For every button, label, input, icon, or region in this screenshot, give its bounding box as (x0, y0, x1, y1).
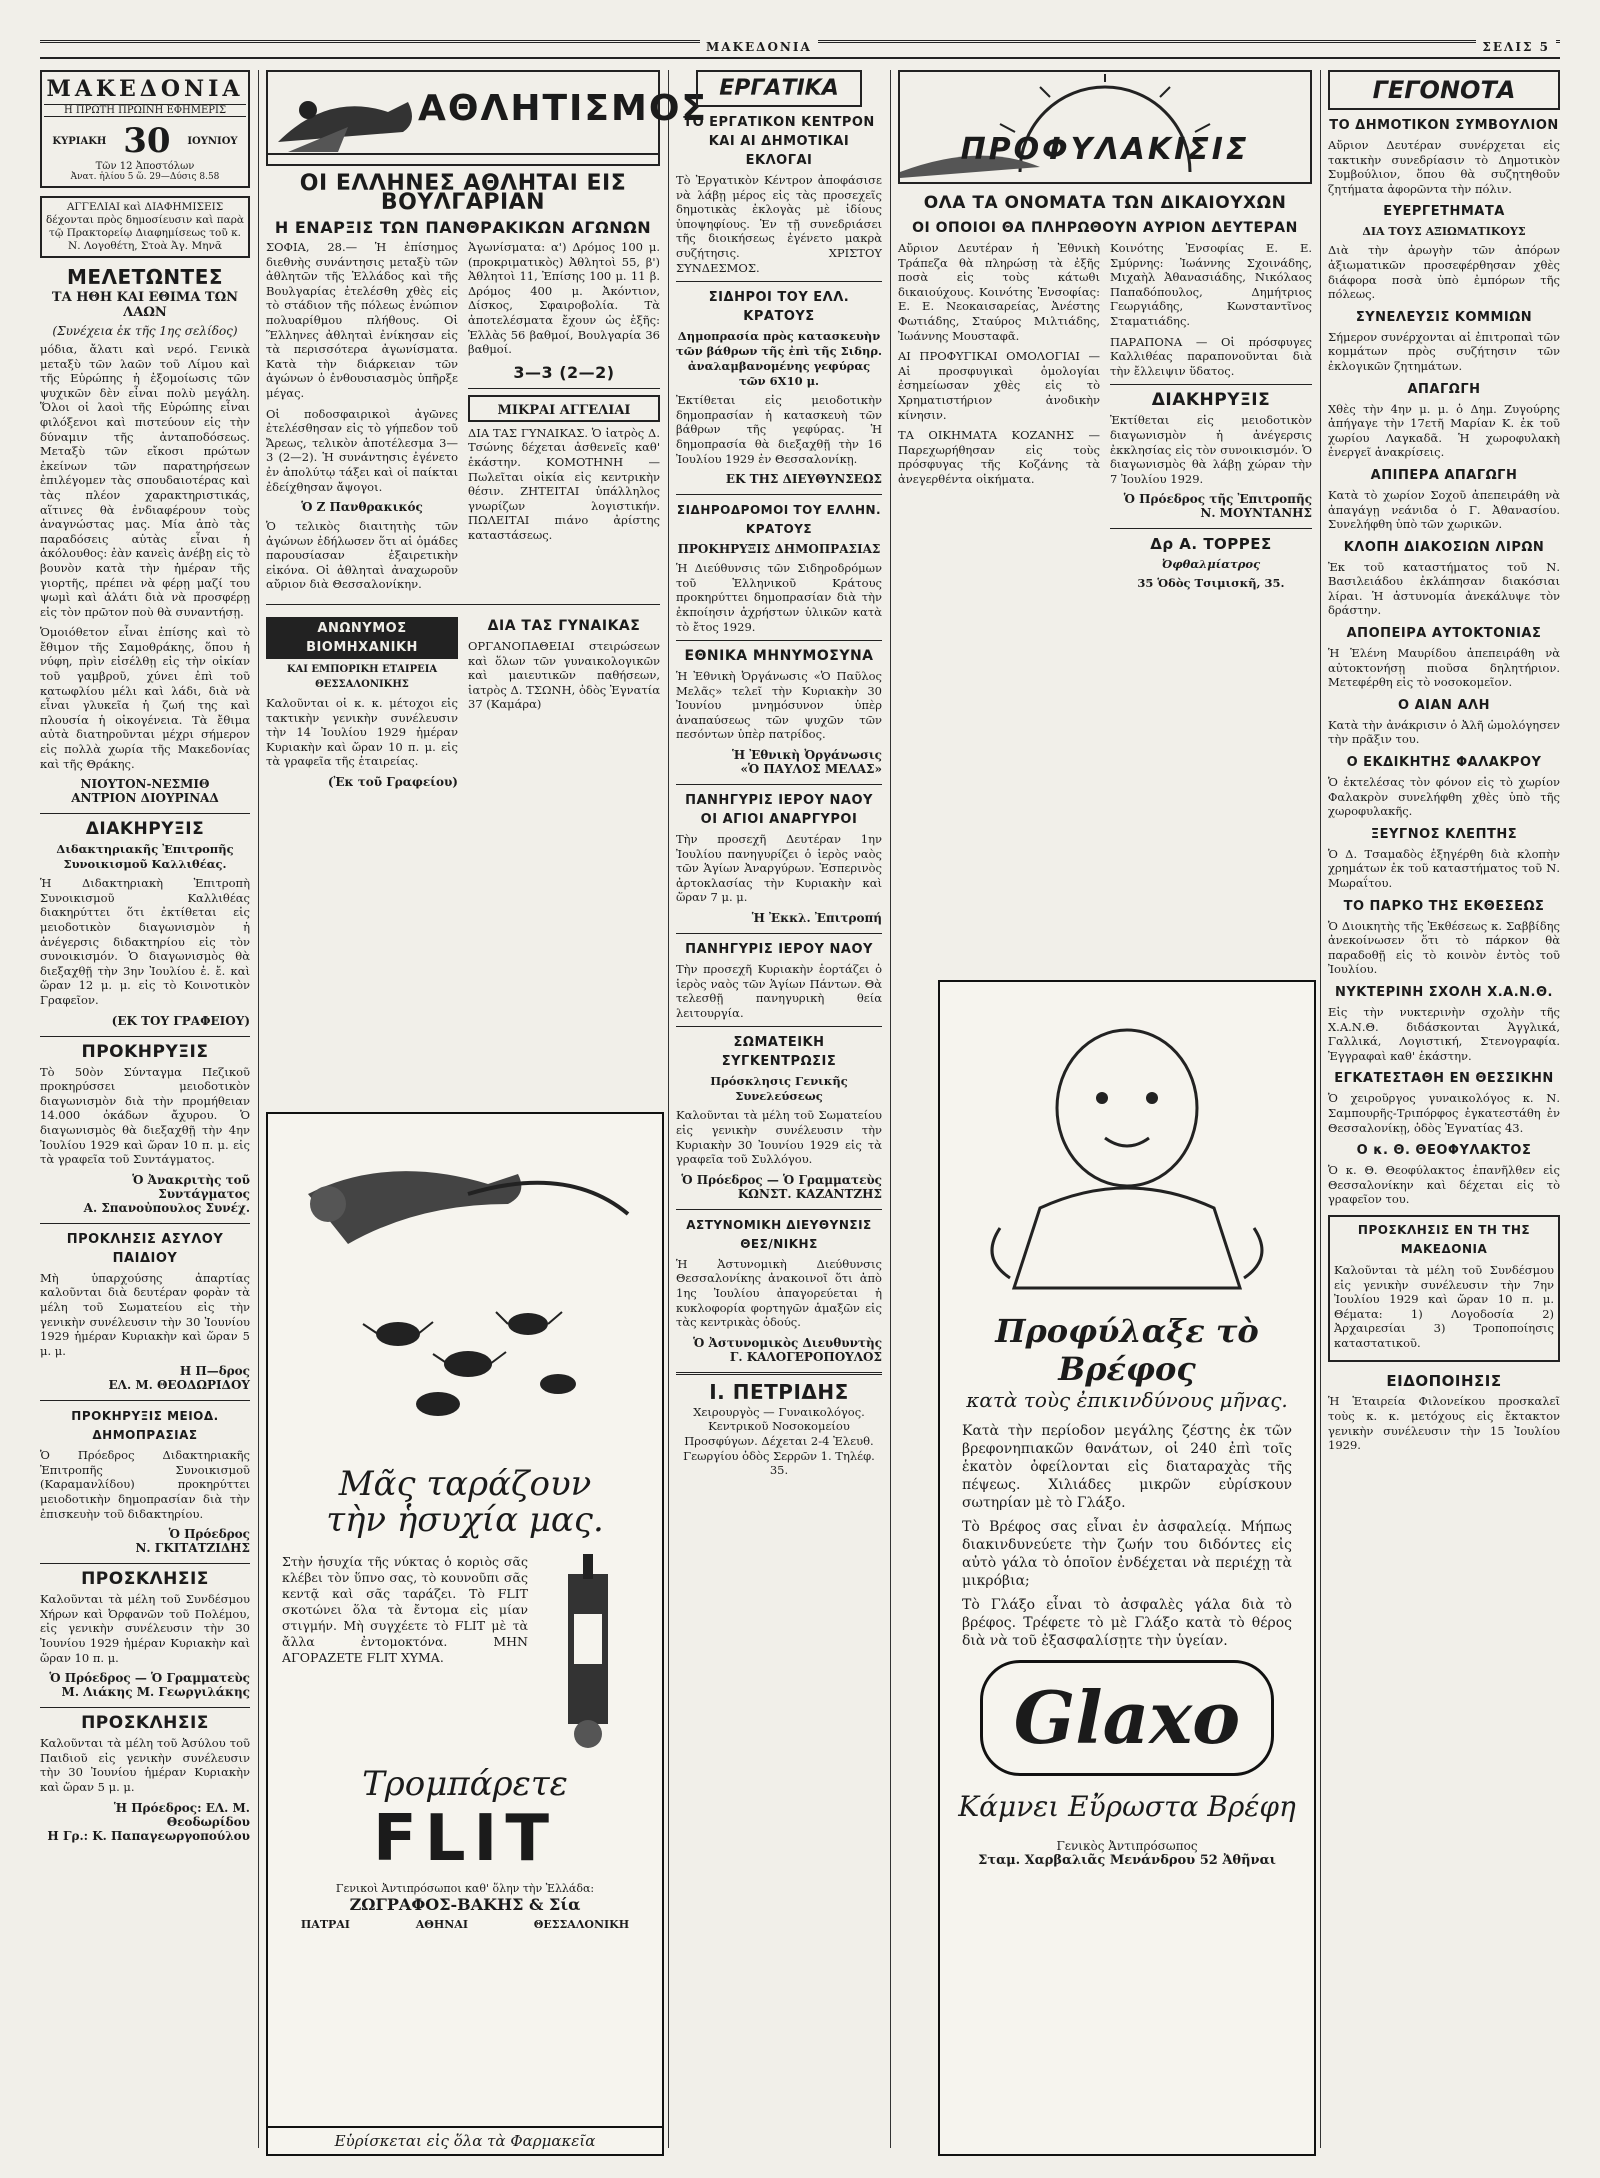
col1-short4-body: Καλοῦνται τὰ μέλη τοῦ Ἀσύλου τοῦ Παιδιοῦ εἰς γενικὴν συνέλευσιν τὴν 30 Ἰουνίου ἡμέραν Κυριακὴν καὶ ὥραν 5 μ. μ. (40, 1736, 250, 1794)
col4-diak-body: Ἐκτίθεται εἰς μειοδοτικὸν διαγωνισμὸν ἡ ἀνέγερσις ἐκκλησίας εἰς τὸν συνοικισμόν. Ὁ διαγωνισμὸς θὰ λάβῃ χώραν τὴν 7 Ἰουλίου 1929. (1110, 413, 1312, 486)
col4-doctor-addr: 35 Ὁδὸς Τσιμισκῆ, 35. (1137, 576, 1285, 591)
classified-banner-label: ΜΙΚΡΑΙ ΑΓΓΕΛΙΑΙ (497, 402, 631, 418)
flit-brand: FLIT (373, 1802, 557, 1876)
masthead-date: 30 (123, 121, 171, 161)
sport-banner-title: ΑΘΛΗΤΙΣΜΟΣ (418, 88, 709, 129)
col3-h1: ΤΟ ΕΡΓΑΤΙΚΟΝ ΚΕΝΤΡΟΝ ΚΑΙ ΑΙ ΔΗΜΟΤΙΚΑΙ ΕΚΛΟΓΑΙ (683, 115, 875, 168)
col5-h6: ΚΛΟΠΗ ΔΙΑΚΟΣΙΩΝ ΛΙΡΩΝ (1343, 539, 1545, 555)
col1-short3-title: ΠΡΟΣΚΛΗΣΙΣ (81, 1569, 209, 1590)
col4-diak-title: ΔΙΑΚΗΡΥΞΙΣ (1151, 390, 1271, 411)
col5-b5: Κατὰ τὸ χωρίον Σοχοῦ ἀπεπειράθη νὰ ἀπαγάγῃ νεάνιδα ὁ Γ. Ἀθανασίου. Συνελήφθη ὑπὸ τῶν χωρικῶν. (1328, 487, 1560, 532)
col1-short2-body: Ὁ Πρόεδρος Διδακτηριακῆς Ἐπιτροπῆς Συνοικισμοῦ (Καραμανλίδου) προκηρύττει μειοδοτικὴν δημοπρασίαν διὰ τὴν ἐπισκευὴν τοῦ διδακτηρίου. (40, 1448, 250, 1521)
sport-score: 3—3 (2—2) (513, 362, 615, 382)
col3-sub3: ΠΡΟΚΗΡΥΞΙΣ ΔΗΜΟΠΡΑΣΙΑΣ (677, 542, 881, 557)
col5-invitation-box (1328, 1215, 1560, 1363)
col1-short4-title: ΠΡΟΣΚΛΗΣΙΣ (81, 1713, 209, 1734)
col1-diak-sig: (ΕΚ ΤΟΥ ΓΡΑΦΕΙΟΥ) (111, 1013, 250, 1028)
col4-b3: ΑΙ ΠΡΟΦΥΓΙΚΑΙ ΟΜΟΛΟΓΙΑΙ — Αἱ προσφυγικαὶ ὁμολογίαι ἐσημείωσαν χθὲς εἰς τὸ Χρηματιστήριον ἀνοδικὴν κίνησιν. (898, 349, 1100, 422)
glaxo-body-1: Κατὰ τὴν περίοδον μεγάλης ζέστης ἐκ τῶν βρεφονηπιακῶν θανάτων, οἱ 240 ἐπὶ τοῖς ἑκατὸν ὀφείλονται εἰς διαταραχὰς τῆς πέψεως. Χιλιάδες μικρῶν εὐρίσκουν σωτηρίαν μὲ τὸ Γλάξο. (962, 1423, 1292, 1511)
header-page-label: ΣΕΛΙΣ 5 (1476, 40, 1556, 54)
col1-short2-sig: Ὁ Πρόεδρος Ν. ΓΚΙΤΑΤΖΙΔΗΣ (135, 1527, 250, 1556)
col5-b4: Χθὲς τὴν 4ην μ. μ. ὁ Δημ. Ζυγούρης ἀπήγαγε τὴν 17ετῆ Μαρίαν Κ. ἐκ τοῦ χωρίου Λαγκαδᾶ. Ἡ χωροφυλακὴ ἐνεργεῖ ἀνακρίσεις. (1328, 401, 1560, 460)
insects-illustration-icon (268, 1134, 662, 1464)
col4-doctor: Δρ Α. ΤΟΡΡΕΣ (1150, 535, 1272, 554)
col3-b2: Ἐκτίθεται εἰς μειοδοτικὴν δημοπρασίαν ἡ κατασκευὴ τῶν βάθρων τῆς γεφύρας. Ἡ δημοπρασία θὰ διεξαχθῇ τὴν 16 Ἰουλίου 1929 ἐν Θεσσαλονίκῃ. (676, 393, 882, 466)
flit-headline: Μᾶς ταράζουν τὴν ἡσυχία μας. (326, 1464, 604, 1540)
glaxo-body-3: Τὸ Γλάξο εἶναι τὸ ἀσφαλὲς γάλα διὰ τὸ βρέφος. Τρέφετε τὸ μὲ Γλάξο κατὰ τὸ θέρος διὰ νὰ τοῦ ἐξασφαλίσῃτε τὴν ὑγείαν. (962, 1597, 1292, 1649)
sport-headline: ΟΙ ΕΛΛΗΝΕΣ ΑΘΛΗΤΑΙ ΕΙΣ ΒΟΥΛΓΑΡΙΑΝ (299, 171, 627, 215)
ad-notice: ΑΓΓΕΛΙΑΙ καὶ ΔΙΑΦΗΜΙΣΕΙΣ δέχονται πρὸς δημοσίευσιν καὶ παρὰ τῷ Πρακτορείῳ Διαφημίσεως τοῦ κ. Ν. Λογοθέτη, Στοὰ Ἀγ. Μηνᾶ (40, 196, 250, 258)
profylaxis-title: ΠΡΟΦΥΛΑΚΙΣΙΣ (960, 132, 1250, 167)
col3-sig4: Ἡ Ἐθνικὴ Ὀργάνωσις «Ὁ ΠΑΥΛΟΣ ΜΕΛΑΣ» (731, 748, 882, 777)
sport-small-head: Ὁ Ζ Πανθρακικός (301, 500, 423, 515)
glaxo-body-2: Τὸ Βρέφος σας εἶναι ἐν ἀσφαλείᾳ. Μήπως διακινδυνεύετε τὴν ζωήν του διδόντες εἰς αὐτὸ γάλα τὸ ὁποῖον ἐνδέχεται νὰ περιέχῃ τὰ μικρόβια; (962, 1519, 1292, 1589)
col5-b2: Διὰ τὴν ἀρωγὴν τῶν ἀπόρων ἀξιωματικῶν προσεφέρθησαν χθὲς διάφορα ποσὰ ὑπὸ ἐμπόρων τῆς πόλεως. (1328, 243, 1560, 302)
col3-h3: ΣΙΔΗΡΟΔΡΟΜΟΙ ΤΟΥ ΕΛΛΗΝ. ΚΡΑΤΟΥΣ (676, 503, 882, 537)
col1-signature: ΝΙΟΥΤΟΝ-ΝΕΣΜΙΘ ΑΝΤΡΙΟΝ ΔΙΟΥΡΙΝΑΔ (71, 777, 219, 806)
col5-h14: Ο κ. Θ. ΘΕΟΦΥΛΑΚΤΟΣ (1356, 1143, 1532, 1159)
column-4 (898, 70, 1312, 970)
profylaxis-banner (898, 70, 1312, 184)
sport-body-c: Οἱ ποδοσφαιρικοὶ ἀγῶνες ἐτελέσθησαν εἰς τὸ γήπεδον τοῦ Ἄρεως, τελικὸν ἀποτέλεσμα 3—3 (2—2). Ἡ συνάντησις ἐγένετο ἐν ἀπολύτῳ τάξει καὶ οἱ παίκται ἐδείχθησαν ἄψογοι. (266, 406, 458, 494)
doctor-head: ΔΙΑ ΤΑΣ ΓΥΝΑΙΚΑΣ (487, 618, 641, 635)
col5-h10: ΞΕΥΓΝΟΣ ΚΛΕΠΤΗΣ (1370, 826, 1518, 842)
col4-doctor-spec: Ὀφθαλμίατρος (1161, 557, 1261, 572)
col5-b15: Ἡ Ἑταιρεία Φιλονείκου προσκαλεῖ τοὺς κ. κ. μετόχους εἰς ἔκτακτον γενικὴν συνέλευσιν τὴν 15 Ἰουλίου 1929. (1328, 1394, 1560, 1453)
col3-sig5: Ἡ Ἐκκλ. Ἐπιτροπή (751, 911, 882, 926)
col5-h15: ΕΙΔΟΠΟΙΗΣΙΣ (1386, 1372, 1502, 1391)
col1-title: ΜΕΛΕΤΩΝΤΕΣ (66, 265, 224, 289)
anon-sig: (Ἐκ τοῦ Γραφείου) (327, 775, 458, 790)
col3-b4: Ἡ Ἐθνικὴ Ὀργάνωσις «Ὁ Παῦλος Μελᾶς» τελεῖ τὴν Κυριακὴν 30 Ἰουνίου μνημόσυνον ὑπὲρ ἀναπαύσεως τῶν ψυχῶν τῶν πεσόντων ὑπὲρ πατρίδος. (676, 669, 882, 742)
col5-b1: Αὔριον Δευτέραν συνέρχεται εἰς τακτικὴν συνεδρίασιν τὸ Δημοτικὸν Συμβούλιον, ὅπου θὰ συζητηθοῦν ζητήματα ἀφορῶντα τὴν πόλιν. (1328, 138, 1560, 196)
col5-b6: Ἐκ τοῦ καταστήματος τοῦ Ν. Βασιλειάδου ἐκλάπησαν διακόσιαι λίραι. Ἡ ἀστυνομία ἀνεκάλυψε τὸν δράστην. (1328, 559, 1560, 618)
masthead-saint: Τῶν 12 Ἀποστόλων (95, 161, 195, 172)
flit-sprayer-icon (538, 1554, 648, 1754)
col3-b1: Τὸ Ἐργατικὸν Κέντρον ἀποφάσισε νὰ λάβῃ μέρος εἰς τὰς προσεχεῖς δημοτικὰς ἐκλογὰς μὲ ἰδίους ὑποψηφίους. Ἐν τῇ συνεδριάσει τῆς διοικήσεως ἐγένετο μακρὰ συζήτησις. ΧΡΙΣΤΟΥ ΣΥΝΔΕΣΜΟΣ. (676, 173, 882, 275)
flit-city: ΘΕΣΣΑΛΟΝΙΚΗ (533, 1918, 630, 1931)
col1-body-2: Ὁμοιόθετον εἶναι ἐπίσης καὶ τὸ ἔθιμον τῆς Σαμοθράκης, ὅπου ἡ νύφη, πρὶν εἰσέλθῃ εἰς τὴν οἰκίαν τοῦ γαμβροῦ, χύνει ἐπὶ τοῦ κατωφλίου μέλι καὶ λάδι, διὰ νὰ εἶναι γλυκεῖα ἡ ζωή της καὶ πλουσία ἡ οἰκογένεια. Τὰ ἔθιμα αὐτὰ διατηροῦνται μέχρι σήμερον εἰς πολλὰ χωρία τῆς Μακεδονίας καὶ τῆς Θράκης. (40, 625, 250, 771)
anon-title: ΑΝΩΝΥΜΟΣ ΒΙΟΜΗΧΑΝΙΚΗ (266, 617, 458, 659)
col4-b2: Κοινότης Ἐνσοφίας Ε. Ε. Σμύρνης: Ἰωάννης Σχοινάδης, Μιχαὴλ Ἀθανασιάδης, Νικόλαος Παπαδόπουλος, Δημήτριος Γεωργιάδης, Κωνσταντῖνος Σταματιάδης. (1110, 241, 1312, 328)
col5-b14: Ὁ κ. Θ. Θεοφύλακτος ἐπανῆλθεν εἰς Θεσσαλονίκην καὶ δέχεται εἰς τὸ γραφεῖον του. (1328, 1163, 1560, 1207)
anon-sub: ΚΑΙ ΕΜΠΟΡΙΚΗ ΕΤΑΙΡΕΙΑ ΘΕΣΣΑΛΟΝΙΚΗΣ (286, 664, 438, 691)
masthead-month: ΙΟΥΝΙΟΥ (187, 135, 238, 147)
glaxo-tagline: Κάμνει Εὔρωστα Βρέφη (958, 1790, 1296, 1823)
col3-card-body: Χειρουργὸς — Γυναικολόγος. Κεντρικοῦ Νοσοκομείου Προσφύγων. Δέχεται 2-4 Ἐλευθ. Γεωργίου ὁδὸς Σερρῶν 1. Τηλέφ. 35. (683, 1404, 875, 1478)
masthead-day: ΚΥΡΙΑΚΗ (52, 135, 107, 147)
col1-short1-body: Μὴ ὑπαρχούσης ἀπαρτίας καλοῦνται διὰ δευτέραν φορὰν τὰ μέλη τοῦ Σωματείου εἰς τὴν γενικὴν συνέλευσιν τὴν 30 Ἰουνίου 1929 ἡμέραν Κυριακὴν καὶ ὥραν 5 μ. μ. (40, 1270, 250, 1358)
flit-city: ΑΘΗΝΑΙ (415, 1918, 468, 1931)
glaxo-subhead: κατὰ τοὺς ἐπικινδύνους μῆνας. (966, 1388, 1288, 1412)
flit-city: ΠΑΤΡΑΙ (300, 1918, 350, 1931)
col5-h1: ΤΟ ΔΗΜΟΤΙΚΟΝ ΣΥΜΒΟΥΛΙΟΝ (1329, 118, 1559, 133)
col5-h3: ΣΥΝΕΛΕΥΣΙΣ ΚΟΜΜΙΩΝ (1355, 309, 1533, 325)
glaxo-advertisement (938, 980, 1316, 2156)
glaxo-brand: Glaxo (980, 1660, 1274, 1776)
col3-b6: Τὴν προσεχῆ Κυριακὴν ἑορτάζει ὁ ἱερὸς ναὸς τῶν Ἁγίων Πάντων. Θὰ τελεσθῇ πανηγυρικὴ θεία λειτουργία. (676, 962, 882, 1020)
col1-diak-title: ΔΙΑΚΗΡΥΞΙΣ (85, 819, 205, 840)
masthead-sun-times: Ἀνατ. ἡλίου 5 ὥ. 29—Δύσις 8.58 (70, 172, 220, 182)
column-rule (668, 70, 669, 2148)
col3-sig7: Ὁ Πρόεδρος — Ὁ Γραμματεὺς ΚΩΝΣΤ. ΚΑΖΑΝΤΖΗΣ (681, 1172, 882, 1201)
doctor-body: ΟΡΓΑΝΟΠΑΘΕΙΑΙ στειρώσεων καὶ ὅλων τῶν γυναικολογικῶν καὶ μαιευτικῶν παθήσεων, ἰατρὸς Δ. ΤΣΩΝΗ, ὁδὸς Ἐγνατία 37 (Καμάρα) (468, 639, 660, 712)
col1-short4-sig: Ἡ Πρόεδρος: ΕΛ. Μ. Θεοδωρίδου Η Γρ.: Κ. Παπαγεωργοπούλου (47, 1800, 250, 1843)
col4-subhead: ΟΙ ΟΠΟΙΟΙ ΘΑ ΠΛΗΡΩΘΟΥΝ ΑΥΡΙΟΝ ΔΕΥΤΕΡΑΝ (912, 220, 1298, 236)
column-3 (676, 70, 882, 2160)
col1-prok-body: Τὸ 50ὸν Σύνταγμα Πεζικοῦ προκηρύσσει μειοδοτικὸν διαγωνισμὸν διὰ τὴν προμήθειαν 14.000 ὀκάδων ἄχυρου. Ὁ διαγωνισμὸς θὰ διεξαχθῇ τὴν 4ην Ἰουλίου 1929 καὶ ὥραν 10 π. μ. εἰς τὰ γραφεῖα τοῦ Συντάγματος. (40, 1064, 250, 1167)
col1-subtitle: ΤΑ ΗΘΗ ΚΑΙ ΕΘΙΜΑ ΤΩΝ ΛΑΩΝ (51, 290, 239, 320)
ergatika-banner: ΕΡΓΑΤΙΚΑ (696, 70, 862, 107)
col5-h12: ΝΥΚΤΕΡΙΝΗ ΣΧΟΛΗ Χ.Α.Ν.Θ. (1335, 984, 1553, 1000)
col5-h7: ΑΠΟΠΕΙΡΑ ΑΥΤΟΚΤΟΝΙΑΣ (1346, 626, 1542, 642)
col3-h2: ΣΙΔΗΡΟΙ ΤΟΥ ΕΛΛ. ΚΡΑΤΟΥΣ (708, 290, 850, 325)
col3-h5: ΠΑΝΗΓΥΡΙΣ ΙΕΡΟΥ ΝΑΟΥ ΟΙ ΑΓΙΟΙ ΑΝΑΡΓΥΡΟΙ (685, 793, 873, 828)
col1-diak-sub: Διδακτηριακῆς Ἐπιτροπῆς Συνοικισμοῦ Καλλιθέας. (56, 842, 234, 872)
col1-short3-sig: Ὁ Πρόεδρος — Ὁ Γραμματεὺς Μ. Λιάκης Μ. Γεωργιλάκης (49, 1671, 250, 1700)
col5-b12: Εἰς τὴν νυκτερινὴν σχολὴν τῆς Χ.Α.Ν.Θ. διδάσκονται Ἀγγλικά, Γαλλικά, Λογιστική, Στενογραφία. Ἐγγραφαὶ καθ' ἑκάστην. (1328, 1004, 1560, 1063)
col5-b3: Σήμερον συνέρχονται αἱ ἐπιτροπαὶ τῶν κομμάτων πρὸς συζήτησιν τῶν ἐκλογικῶν ζητημάτων. (1328, 329, 1560, 373)
masthead (40, 70, 250, 188)
col1-diak-body: Ἡ Διδακτηριακὴ Ἐπιτροπὴ Συνοικισμοῦ Καλλιθέας διακηρύττει ὅτι ἐκτίθεται εἰς μειοδοτικὸν διαγωνισμὸν ἡ ἀνέγερσις διδακτηρίου εἰς τὸν συνοικισμόν. Ὁ διαγωνισμὸς θὰ διεξαχθῇ τὴν 3ην Ἰουλίου ἐ. ἔ. καὶ ὥραν 12 μ. μ. εἰς τὸ Κοινοτικὸν Γραφεῖον. (40, 876, 250, 1007)
col4-headline: ΟΛΑ ΤΑ ΟΝΟΜΑΤΑ ΤΩΝ ΔΙΚΑΙΟΥΧΩΝ (923, 193, 1287, 213)
column-2 (266, 70, 709, 1110)
col5-h2: ΕΥΕΡΓΕΤΗΜΑΤΑ (1383, 204, 1505, 220)
col5-h9: Ο ΕΚΔΙΚΗΤΗΣ ΦΑΛΑΚΡΟΥ (1346, 755, 1542, 771)
column-1 (40, 70, 250, 2160)
col5-h13: ΕΓΚΑΤΕΣΤΑΘΗ ΕΝ ΘΕΣΣΙΚΗΝ (1334, 1071, 1554, 1087)
gegonota-banner: ΓΕΓΟΝΟΤΑ (1328, 70, 1560, 110)
col5-b13: Ὁ χειροῦργος γυναικολόγος κ. Ν. Σαμπουρῆς-Τριπόρφος ἐγκατεστάθη ἐν Θεσσαλονίκῃ, ὁδὸς Ἐγνατίας 43. (1328, 1091, 1560, 1135)
col5-b9: Ὁ ἐκτελέσας τὸν φόνον εἰς τὸ χωρίον Φαλακρὸν συνελήφθη χθὲς ὑπὸ τῆς χωροφυλακῆς. (1328, 775, 1560, 819)
col3-sub7: Πρόσκλησις Γενικῆς Συνελεύσεως (710, 1074, 848, 1104)
glaxo-agents: Γενικὸς Ἀντιπρόσωπος (1056, 1839, 1198, 1853)
col4-b1: Αὔριον Δευτέραν ἡ Ἐθνικὴ Τράπεζα θὰ πληρώσῃ τὰ ἐξῆς ποσὰ εἰς τοὺς κάτωθι δικαιούχους. Κοινότης Ἐνσοφίας: Ε. Ε. Νεοκαισαρείας, Ἀνέστης Φωτιάδης, Σταύρος Μιλτιάδης, Ἰωάννης Μουσταφᾶ. (898, 241, 1100, 343)
col5-b7: Ἡ Ἑλένη Μαυρίδου ἀπεπειράθη νὰ αὐτοκτονήσῃ πιοῦσα δηλητήριον. Μετεφέρθη εἰς τὸ νοσοκομεῖον. (1328, 646, 1560, 690)
col5-b10: Ὁ Δ. Τσαμαδὸς ἐξηγέρθη διὰ κλοπὴν χρημάτων ἐκ τοῦ καταστήματος τοῦ Ν. Μωραΐτου. (1328, 846, 1560, 890)
classified-banner (468, 395, 660, 422)
column-5 (1328, 70, 1560, 2160)
col3-card-name: Ι. ΠΕΤΡΙΔΗΣ (709, 1379, 849, 1404)
col1-short2-title: ΠΡΟΚΗΡΥΞΙΣ ΜΕΙΟΔ. ΔΗΜΟΠΡΑΣΙΑΣ (71, 1409, 219, 1443)
column-rule (890, 70, 891, 2148)
glaxo-headline: Προφύλαξε τὸ Βρέφος (995, 1312, 1259, 1388)
sport-body-b: Ἀγωνίσματα: α') Δρόμος 100 μ. (προκριματικὸς) Ἀθλητοὶ 55, β') Ἀθλητοὶ 11, Ἐπίσης 100 μ. 11 β. Δρόμος 400 μ. Ἀκόντιον, Δίσκος, Σφαιροβολία. Τὰ ἀποτελέσματα ἔχουν ὡς ἑξῆς: Ἑλλὰς 56 βαθμοί, Βουλγαρία 36 βαθμοί. (468, 240, 660, 357)
column-rule (258, 70, 259, 2148)
col3-sig2: ΕΚ ΤΗΣ ΔΙΕΥΘΥΝΣΕΩΣ (725, 472, 882, 487)
col4-b5: ΠΑΡΑΠΟΝΑ — Οἱ πρόσφυγες Καλλιθέας παραπονοῦνται διὰ τὴν ἔλλειψιν ὕδατος. (1110, 334, 1312, 378)
col5-box-title: ΠΡΟΣΚΛΗΣΙΣ ΕΝ ΤΗ ΤΗΣ ΜΑΚΕΔΟΝΙΑ (1357, 1222, 1531, 1256)
col3-sub2: Δημοπρασία πρὸς κατασκευὴν τῶν βάθρων τῆς ἐπὶ τῆς Σιδηρ. ἀναλαμβανομένης γεφύρας τῶν 6Χ10 μ. (676, 329, 882, 389)
flit-cta: Τρομπάρετε (362, 1764, 568, 1804)
sport-subhead: Η ΕΝΑΡΞΙΣ ΤΩΝ ΠΑΝΘΡΑΚΙΚΩΝ ΑΓΩΝΩΝ (274, 218, 652, 237)
anon-body: Καλοῦνται οἱ κ. κ. μέτοχοι εἰς τακτικὴν γενικὴν συνέλευσιν τὴν 14 Ἰουλίου 1929 ἡμέραν Κυριακὴν καὶ ὥραν 10 π. μ. εἰς τὰ γραφεῖα τῆς ἑταιρείας. (266, 696, 458, 769)
sport-body-a: ΣΟΦΙΑ, 28.— Ἡ ἐπίσημος διεθνὴς συνάντησις μεταξὺ τῶν ἀθλητῶν τῆς Ἑλλάδος καὶ τῆς Βουλγαρίας ἐτελέσθη χθὲς εἰς τὸ στάδιον τῆς πόλεως ἐνώπιον πολυαρίθμου πλήθους. Οἱ Ἕλληνες ἀθληταὶ ἐνίκησαν εἰς τὰ περισσότερα ἀγωνίσματα. Κατὰ τὴν διάρκειαν τῶν ἀγώνων ὁ ἐνθουσιασμὸς ὑπῆρξε μέγας. (266, 240, 458, 400)
col3-sig8: Ὁ Ἀστυνομικὸς Διευθυντὴς Γ. ΚΑΛΟΓΕΡΟΠΟΥΛΟΣ (693, 1335, 882, 1364)
col1-short3-body: Καλοῦνται τὰ μέλη τοῦ Συνδέσμου Χήρων καὶ Ὀρφανῶν τοῦ Πολέμου, εἰς γενικὴν συνέλευσιν τὴν 30 Ἰουνίου 1929 ἡμέραν Κυριακὴν καὶ ὥραν 10 π. μ. (40, 1592, 250, 1665)
col3-b7: Καλοῦνται τὰ μέλη τοῦ Σωματείου εἰς γενικὴν συνέλευσιν τὴν Κυριακὴν 30 Ἰουνίου 1929 εἰς τὰ γραφεῖα τοῦ Συλλόγου. (676, 1108, 882, 1167)
classified-body: ΔΙΑ ΤΑΣ ΓΥΝΑΙΚΑΣ. Ὁ ἰατρὸς Δ. Τσώνης δέχεται ἀσθενεῖς καθ' ἑκάστην. ΚΟΜΟΤΗΝΗ — Πωλεῖται οἰκία εἰς κεντρικὴν θέσιν. ΖΗΤΕΙΤΑΙ ὑπάλληλος γνωρίζων λογιστικήν. ΠΩΛΕΙΤΑΙ πιάνο ἀρίστης καταστάσεως. (468, 425, 660, 542)
col5-h5: ΑΠΙΠΕΡΑ ΑΠΑΓΩΓΗ (1370, 467, 1518, 483)
col4-diak-sig: Ὁ Πρόεδρος τῆς Ἐπιτροπῆς Ν. ΜΟΥΝΤΑΝΗΣ (1123, 492, 1312, 521)
col5-h11: ΤΟ ΠΑΡΚΟ ΤΗΣ ΕΚΘΕΣΕΩΣ (1343, 898, 1545, 914)
col3-h4: ΕΘΝΙΚΑ ΜΗΝΥΜΟΣΥΝΑ (684, 648, 874, 665)
col5-box-body: Καλοῦνται τὰ μέλη τοῦ Συνδέσμου εἰς γενικὴν συνέλευσιν τὴν 7ην Ἰουλίου 1929 καὶ ὥραν 10 π. μ. Θέματα: 1) Λογοδοσία 2) Ἀρχαιρεσίαι 3) Τροποποίησις καταστατικοῦ. (1334, 1262, 1554, 1350)
column-rule (1320, 70, 1321, 2148)
col5-b8: Κατὰ τὴν ἀνάκρισιν ὁ Ἀλῆ ὡμολόγησεν τὴν πρᾶξιν του. (1328, 717, 1560, 747)
col5-sub2: ΔΙΑ ΤΟΥΣ ΑΞΙΩΜΑΤΙΚΟΥΣ (1362, 225, 1526, 239)
flit-agent-firm: ΖΩΓΡΑΦΟΣ-ΒΑΚΗΣ & Σία (349, 1895, 581, 1914)
sport-banner (266, 70, 709, 166)
col3-h7: ΣΩΜΑΤΕΙΚΗ ΣΥΓΚΕΝΤΡΩΣΙΣ (721, 1035, 837, 1070)
col3-b5: Τὴν προσεχῆ Δευτέραν 1ην Ἰουλίου πανηγυρίζει ὁ ἱερὸς ναὸς τῶν Ἁγίων Ἀναργύρων. Ἑσπερινὸς ἀρτοκλασίας τὴν Κυριακὴν καὶ ὥραν 7 μ. μ. (676, 832, 882, 905)
col3-h8: ΑΣΤΥΝΟΜΙΚΗ ΔΙΕΥΘΥΝΣΙΣ ΘΕΣ/ΝΙΚΗΣ (686, 1217, 872, 1251)
col1-short1-sig: Η Π—δρος ΕΛ. Μ. ΘΕΟΔΩΡΙΔΟΥ (108, 1364, 250, 1393)
col5-h4: ΑΠΑΓΩΓΗ (1407, 381, 1481, 397)
baby-illustration-icon (940, 998, 1314, 1298)
glaxo-agent-addr: Σταμ. Χαρβαλιᾶς Μενάνδρου 52 Ἀθῆναι (978, 1853, 1276, 1868)
flit-advertisement (266, 1112, 664, 2156)
col5-b11: Ὁ Διοικητὴς τῆς Ἐκθέσεως κ. Σαββίδης ἀνεκοίνωσεν ὅτι τὸ πάρκον θὰ παραδοθῇ εἰς τὸ κοινὸν ἐντὸς τοῦ Ἰουλίου. (1328, 918, 1560, 977)
col1-prok-title: ΠΡΟΚΗΡΥΞΙΣ (81, 1041, 209, 1062)
col3-b8: Ἡ Ἀστυνομικὴ Διεύθυνσις Θεσσαλονίκης ἀνακοινοῖ ὅτι ἀπὸ 1ης Ἰουλίου ἀπαγορεύεται ἡ κυκλοφορία φορτηγῶν ἁμαξῶν εἰς τὰς κεντρικὰς ὁδούς. (676, 1256, 882, 1330)
header-paper-name: ΜΑΚΕΔΟΝΙΑ (700, 40, 818, 54)
col3-b3: Ἡ Διεύθυνσις τῶν Σιδηροδρόμων τοῦ Ἑλληνικοῦ Κράτους προκηρύττει δημοπρασίαν διὰ τὴν ἐκποίησιν ἀχρήστων ὑλικῶν κατὰ τὸ ἔτος 1929. (676, 561, 882, 634)
col1-body-1: μόδια, ἄλατι καὶ νερό. Γενικὰ μεταξὺ τῶν λαῶν τοῦ Λίμου καὶ τῆς Εὐρώπης ἡ ἐξομοίωσις τῶν ψυχικῶν δὲν εἶναι πολὺ μεγάλη. Ὅλοι οἱ λαοὶ τῆς Εὐρώπης εἶναι φιλόξενοι καὶ πιστεύουν εἰς τὴν δύναμιν τῆς ἀνταποδόσεως. Μεταξὺ τῶν εἴκοσι πρώτων ἐκείνων τῶν παρατηρήσεων ἐπιλέγομεν τὰς σπουδαιοτέρας καὶ τὰς πλέον χαρακτηριστικάς, αἵτινες θὰ ἐνδιαφέρουν τοὺς ἀναγνώστας μας. Μία ἀπὸ τὰς παραδόσεις αὐτὰς εἶναι ἡ ἀκόλουθος: ἐὰν κανεὶς ἀνέβῃ εἰς τὸ βουνὸν κατὰ τὴν ἡμέραν τῆς γιορτῆς, πρέπει νὰ φέρῃ μαζί του ψωμὶ καὶ ἁλάτι διὰ νὰ προσφέρῃ εἰς τὸν πρῶτον ποὺ θὰ συναντήσῃ. (40, 342, 250, 619)
col1-prok-sig: Ὁ Ἀνακριτὴς τοῦ Συντάγματος Α. Σπανοὐπουλος Συνέχ. (83, 1172, 250, 1215)
sport-body-d: Ὁ τελικὸς διαιτητὴς τῶν ἀγώνων ἐδήλωσεν ὅτι αἱ ὁμάδες παρουσίασαν ἐξαιρετικὴν εἰκόνα. Οἱ ἀθληταὶ ἀναχωροῦν αὔριον διὰ Θεσσαλονίκην. (266, 519, 458, 592)
col5-h8: Ο ΑΙΑΝ ΑΛΗ (1398, 697, 1490, 713)
masthead-name: ΜΑΚΕΔΟΝΙΑ (46, 76, 244, 102)
col1-continuation: (Συνέχεια ἐκ τῆς 1ης σελίδος) (52, 324, 238, 338)
col3-h6: ΠΑΝΗΓΥΡΙΣ ΙΕΡΟΥ ΝΑΟΥ (685, 942, 873, 958)
flit-footer: Εὑρίσκεται εἰς ὅλα τὰ Φαρμακεῖα (268, 2126, 662, 2154)
col1-short1-title: ΠΡΟΚΛΗΣΙΣ ΑΣΥΛΟΥ ΠΑΙΔΙΟΥ (66, 1231, 224, 1266)
col4-b4: ΤΑ ΟΙΚΗΜΑΤΑ ΚΟΖΑΝΗΣ — Παρεχωρήθησαν εἰς τοὺς πρόσφυγας τῆς Κοζάνης τὰ ἀνεγερθέντα οἰκήματα. (898, 428, 1100, 486)
flit-agents: Γενικοὶ Ἀντιπρόσωποι καθ' ὅλην τὴν Ἑλλάδα: (335, 1882, 595, 1895)
flit-body: Στὴν ἡσυχία τῆς νύκτας ὁ κοριὸς σᾶς κλέβει τὸν ὕπνο σας, τὸ κουνοῦπι σᾶς κεντᾷ καὶ σᾶς ταράζει. Τὸ FLIT σκοτώνει ὅλα τὰ ἔντομα εἰς μίαν στιγμήν. Μὴ συγχέετε τὸ FLIT μὲ τὰ ἄλλα ἐντομοκτόνα. ΜΗΝ ΑΓΟΡΑΖΕΤΕ FLIT ΧΥΜΑ. (282, 1554, 528, 1665)
masthead-tagline: Η ΠΡΩΤΗ ΠΡΩΙΝΗ ΕΦΗΜΕΡΙΣ (44, 104, 246, 117)
